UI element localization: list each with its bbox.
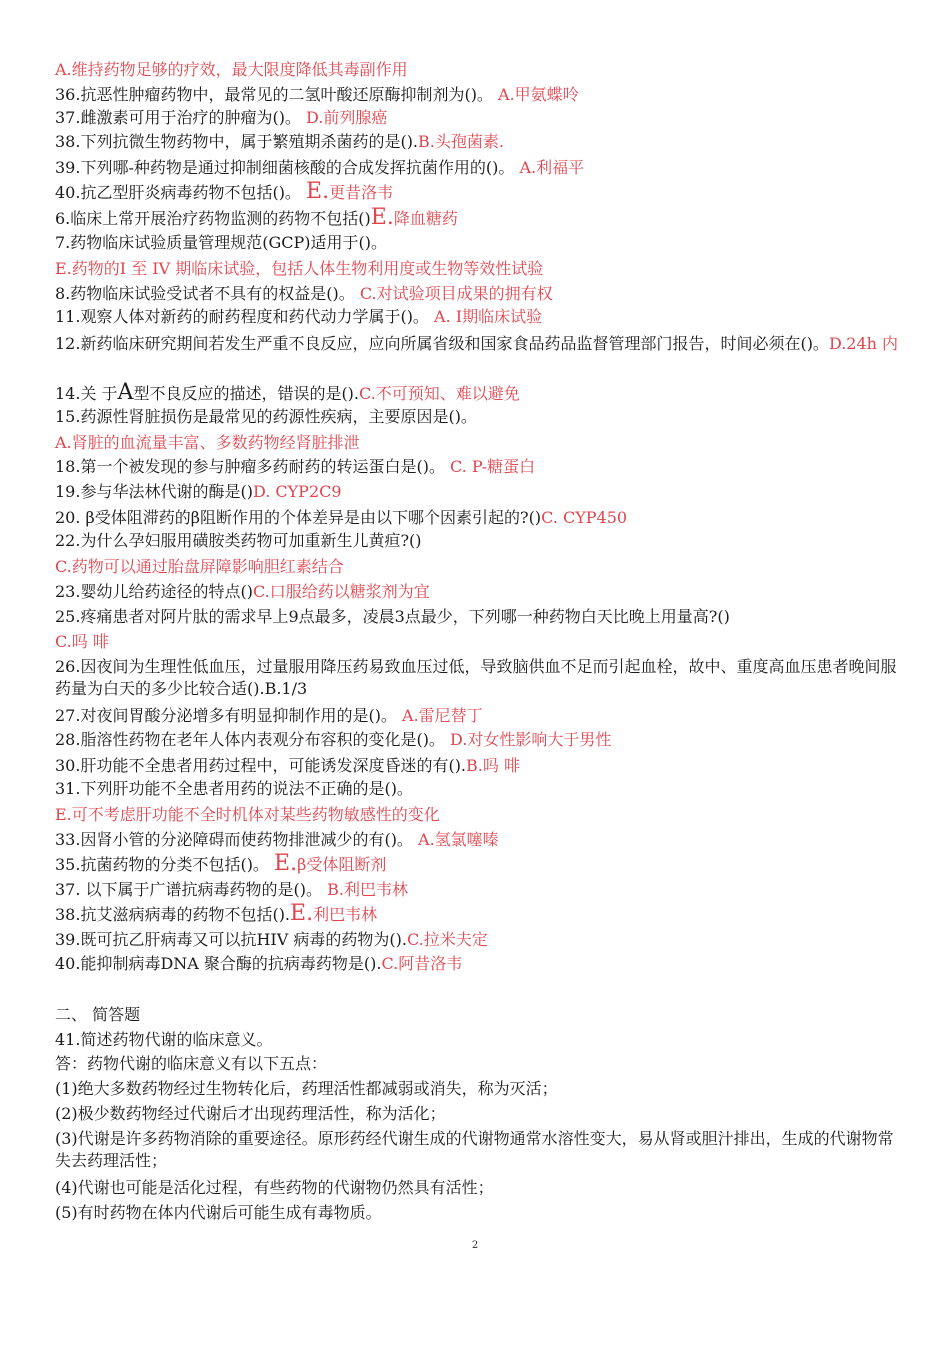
list-item [55, 581, 900, 603]
answer-letter: E. [274, 851, 298, 876]
answer-text: C.药物可以通过胎盘屏障影响胆红素结合 [55, 557, 344, 576]
answer-text: C.对试验项目成果的拥有权 [359, 284, 553, 303]
answer-point: (1)绝大多数药物经过生物转化后，药理活性都减弱或消失，称为灭活； [55, 1079, 558, 1098]
question-text: 39.既可抗乙肝病毒又可以抗HIV 病毒的药物为(). [55, 930, 407, 949]
list-item [55, 853, 900, 876]
answer-point: (4)代谢也可能是活化过程，有些药物的代谢物仍然具有活性； [55, 1178, 494, 1197]
list-item [55, 729, 900, 751]
list-item [55, 631, 900, 653]
answer-text: C.不可预知、难以避免 [359, 384, 520, 403]
question-text: 15.药源性肾脏损伤是最常见的药源性疾病，主要原因是()。 [55, 407, 477, 426]
question-text: 38.下列抗微生物药物中，属于繁殖期杀菌药的是(). [55, 132, 419, 151]
answer-text: A.雷尼替丁 [402, 706, 483, 725]
question-text: 20. β受体阻滞药的β阻断作用的个体差异是由以下哪个因素引起的?() [55, 508, 542, 527]
question-text: 30.肝功能不全患者用药过程中，可能诱发深度昏迷的有(). [55, 756, 467, 775]
question-text: 25.疼痛患者对阿片肽的需求早上9点最多，凌晨3点最少，下列哪一种药物白天比晚上用量高?() [55, 607, 730, 626]
question-text: 38.抗艾滋病病毒的药物不包括(). [55, 905, 291, 924]
list-item [55, 333, 900, 355]
list-item [55, 507, 900, 529]
question-text: 8.药物临床试验受试者不具有的权益是()。 [55, 284, 360, 303]
question-text: 37.雌激素可用于治疗的肿瘤为()。 [55, 108, 307, 127]
list-item [55, 456, 900, 478]
list-item [55, 530, 900, 552]
answer-letter: E. [370, 205, 394, 230]
section-heading: 二、 简答题 [55, 1005, 141, 1024]
type-letter: A [117, 380, 134, 405]
list-item [55, 406, 900, 428]
answer-text: C.吗 啡 [55, 632, 109, 651]
question-text: 6.临床上常开展治疗药物监测的药物不包括() [55, 209, 371, 228]
answer-text: 期临床试验 [462, 307, 543, 326]
answer-text: B.吗 啡 [466, 756, 520, 775]
page-number: 2 [471, 1240, 479, 1251]
list-item [55, 755, 900, 777]
list-item [55, 929, 900, 951]
answer-text: C.拉米夫定 [406, 930, 488, 949]
list-item [55, 306, 900, 328]
list-item [55, 804, 900, 826]
answer-text: A.氢氯噻嗪 [418, 830, 499, 849]
question-text: 7.药物临床试验质量管理规范(GCP)适用于()。 [55, 233, 388, 252]
list-item [55, 107, 900, 129]
question-text: 35.抗菌药物的分类不包括()。 [55, 855, 275, 874]
list-item [55, 778, 900, 800]
list-item [55, 207, 900, 230]
list-item [55, 84, 900, 106]
list-item [55, 705, 900, 727]
answer-text: D.24h 内 [828, 334, 899, 353]
question-text: 19.参与华法林代谢的酶是() [55, 482, 253, 501]
list-item [55, 258, 900, 280]
question-text: 36.抗恶性肿瘤药物中，最常见的二氢叶酸还原酶抑制剂为()。 [55, 85, 499, 104]
question-text: 型不良反应的描述，错误的是(). [133, 384, 360, 403]
answer-text: C.口服给药以糖浆剂为宜 [252, 582, 430, 601]
question-text: 28.脂溶性药物在老年人体内表观分布容积的变化是()。 [55, 730, 451, 749]
answer-letter: A. I [434, 307, 463, 326]
list-item [55, 432, 900, 454]
answer-text: A.维持药物足够的疗效，最大限度降低其毒副作用 [55, 60, 408, 79]
list-item [55, 606, 900, 628]
answer-text: 更昔洛韦 [329, 183, 394, 202]
answer-text: E.药物的I 至 IV 期临床试验，包括人体生物利用度或生物等效性试验 [55, 259, 544, 278]
list-item [55, 283, 900, 305]
answer-text: 降血糖药 [393, 209, 458, 228]
question-text: 41.简述药物代谢的临床意义。 [55, 1030, 273, 1049]
question-text: 22.为什么孕妇服用磺胺类药物可加重新生儿黄疸?() [55, 531, 422, 550]
answer-text: C. P-糖蛋白 [450, 457, 536, 476]
answer-text: B.头孢菌素. [418, 132, 504, 151]
answer-text: A.利福平 [519, 158, 585, 177]
list-item [55, 829, 900, 851]
question-text: 33.因肾小管的分泌障碍而使药物排泄减少的有()。 [55, 830, 419, 849]
question-text: 12.新药临床研究期间若发生严重不良反应，应向所属省级和国家食品药品监督管理部门报告，时间必须在()。 [55, 334, 829, 353]
answer-text: D.前列腺癌 [306, 108, 388, 127]
list-item [55, 59, 900, 81]
list-item [55, 481, 900, 503]
list-item [55, 656, 900, 700]
list-item [55, 181, 900, 204]
list-item [55, 232, 900, 254]
answer-text: 利巴韦林 [313, 905, 378, 924]
answer-text: D.对女性影响大于男性 [450, 730, 612, 749]
question-text: 39.下列哪-种药物是通过抑制细菌核酸的合成发挥抗菌作用的()。 [55, 158, 520, 177]
question-text: 40.能抑制病毒DNA 聚合酶的抗病毒药物是(). [55, 954, 382, 973]
list-item [55, 953, 900, 975]
answer-point: (5)有时药物在体内代谢后可能生成有毒物质。 [55, 1203, 382, 1222]
answer-intro: 答：药物代谢的临床意义有以下五点： [55, 1054, 328, 1073]
list-item [55, 157, 900, 179]
question-text: 27.对夜间胃酸分泌增多有明显抑制作用的是()。 [55, 706, 403, 725]
question-text: 11.观察人体对新药的耐药程度和药代动力学属于()。 [55, 307, 435, 326]
answer-text: β受体阻断剂 [297, 855, 387, 874]
answer-text: B.利巴韦林 [327, 880, 408, 899]
answer-text: C. CYP450 [541, 508, 628, 527]
question-text: 23.婴幼儿给药途径的特点() [55, 582, 253, 601]
list-item [55, 879, 900, 901]
question-text: 26.因夜间为生理性低血压，过量服用降压药易致血压过低，导致脑供血不足而引起血栓，故中、重度高血压患者晚间服药量为白天的多少比较合适().B.1/3 [55, 657, 897, 698]
answer-text: C.阿昔洛韦 [381, 954, 463, 973]
answer-text: D. CYP2C9 [252, 482, 342, 501]
question-text: 37. 以下属于广谱抗病毒药物的是()。 [55, 880, 328, 899]
question-text: 31.下列肝功能不全患者用药的说法不正确的是()。 [55, 779, 413, 798]
answer-text: A.甲氨蝶呤 [498, 85, 579, 104]
list-item [55, 131, 900, 153]
list-item [55, 382, 900, 405]
question-text: 14.关 于 [55, 384, 118, 403]
list-item [55, 903, 900, 926]
list-item [55, 556, 900, 578]
question-text: 18.第一个被发现的参与肿瘤多药耐药的转运蛋白是()。 [55, 457, 451, 476]
answer-text: A.肾脏的血流量丰富、多数药物经肾脏排泄 [55, 433, 360, 452]
answer-letter: E. [306, 179, 330, 204]
answer-text: E.可不考虑肝功能不全时机体对某些药物敏感性的变化 [55, 805, 440, 824]
question-text: 40.抗乙型肝炎病毒药物不包括()。 [55, 183, 307, 202]
answer-point: (2)极少数药物经过代谢后才出现药理活性，称为活化； [55, 1104, 446, 1123]
answer-letter: E. [290, 901, 314, 926]
answer-point: (3)代谢是许多药物消除的重要途径。原形药经代谢生成的代谢物通常水溶性变大，易从肾或胆汁排出，生成的代谢物常失去药理活性； [55, 1129, 894, 1170]
